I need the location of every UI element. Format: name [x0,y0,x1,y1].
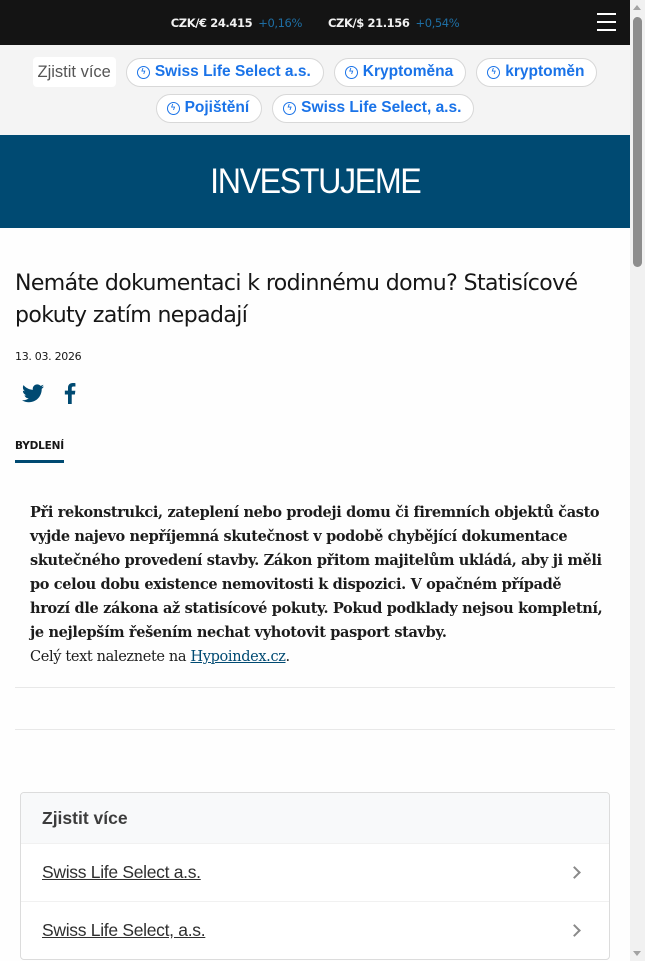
facebook-icon[interactable] [64,383,76,404]
learn-more-title: Zjistit více [21,793,609,843]
hamburger-line [597,29,616,31]
topic-chip-pojisteni[interactable] [156,94,263,123]
hamburger-menu-icon[interactable] [597,13,616,31]
scrollbar-thumb[interactable] [633,17,642,267]
learn-more-item-label: Swiss Life Select, a.s. [42,920,206,940]
article [0,268,630,960]
source-suffix: . [285,649,290,665]
source-link[interactable]: Hypoindex.cz [190,649,286,665]
bolt-circle-icon: ϟ [487,66,500,79]
rate-eur-change: +0,16% [258,15,302,30]
divider [15,687,615,688]
bolt-circle-icon: ϟ [167,102,180,115]
rate-usd-change: +0,54% [415,15,460,30]
topic-chip-kryptomena[interactable] [334,58,466,87]
rate-eur [171,16,302,30]
learn-more-box [20,792,610,960]
scroll-up-arrow-icon[interactable] [633,5,641,10]
chip-label: Swiss Life Select a.s. [154,63,311,80]
learn-more-item[interactable] [21,901,609,959]
chevron-right-icon [568,924,581,937]
chip-label: kryptoměn [505,63,585,80]
scroll-down-arrow-icon[interactable] [633,951,641,956]
hamburger-line [597,21,616,23]
twitter-icon[interactable] [22,384,44,403]
chip-label: Pojištění [184,99,250,116]
currency-ticker-bar [0,0,630,45]
article-date: 13. 03. 2026 [15,350,82,363]
bolt-circle-icon: ϟ [345,66,358,79]
learn-more-item[interactable] [21,843,609,901]
share-buttons [15,380,615,406]
site-logo[interactable]: INVESTUJEME [209,161,421,201]
related-topics-row [0,55,630,89]
article-lead: Při rekonstrukci, zateplení nebo prodeji domu či firemních objektů často vyjde najevo nepříjemná skutečnost v podobě chybějící dokumentace skutečného provedení stavby. Zákon přitom majitelům ukládá, aby ji měli po celou dobu existence nemovitosti k dispozici. V opačném případě hrozí dle zákona až statisícové pokuty. Pokud podklady nejsou kompletní, je nejlepším řešením nechat vyhotovit pasport stavby. [30,504,603,641]
topic-chip-swiss-life-select[interactable] [126,58,324,87]
learn-more-item-label: Swiss Life Select a.s. [42,862,201,882]
rate-usd [328,16,459,30]
hamburger-line [597,13,616,15]
chevron-right-icon [568,866,581,879]
article-source [30,645,605,669]
category-tag-bydleni[interactable]: BYDLENÍ [15,440,64,463]
related-topics-row [0,91,630,125]
source-prefix: Celý text naleznete na [30,649,191,665]
bolt-circle-icon: ϟ [137,66,150,79]
related-topics-bar [0,45,630,135]
rate-eur-value: CZK/€ 24.415 [170,15,253,30]
related-topics-label: Zjistit více [33,57,116,87]
divider [15,729,615,730]
chip-label: Kryptoměna [362,63,454,80]
vertical-scrollbar[interactable] [630,0,645,961]
brand-banner [0,135,630,228]
article-body [15,501,615,669]
topic-chip-kryptomen[interactable] [476,58,597,87]
topic-chip-swiss-life-select-as[interactable] [272,94,474,123]
chip-label: Swiss Life Select, a.s. [301,99,462,116]
rate-usd-value: CZK/$ 21.156 [328,15,410,30]
bolt-circle-icon: ϟ [283,102,296,115]
article-headline: Nemáte dokumentaci k rodinnému domu? Statisícové pokuty zatím nepadají [15,271,578,328]
